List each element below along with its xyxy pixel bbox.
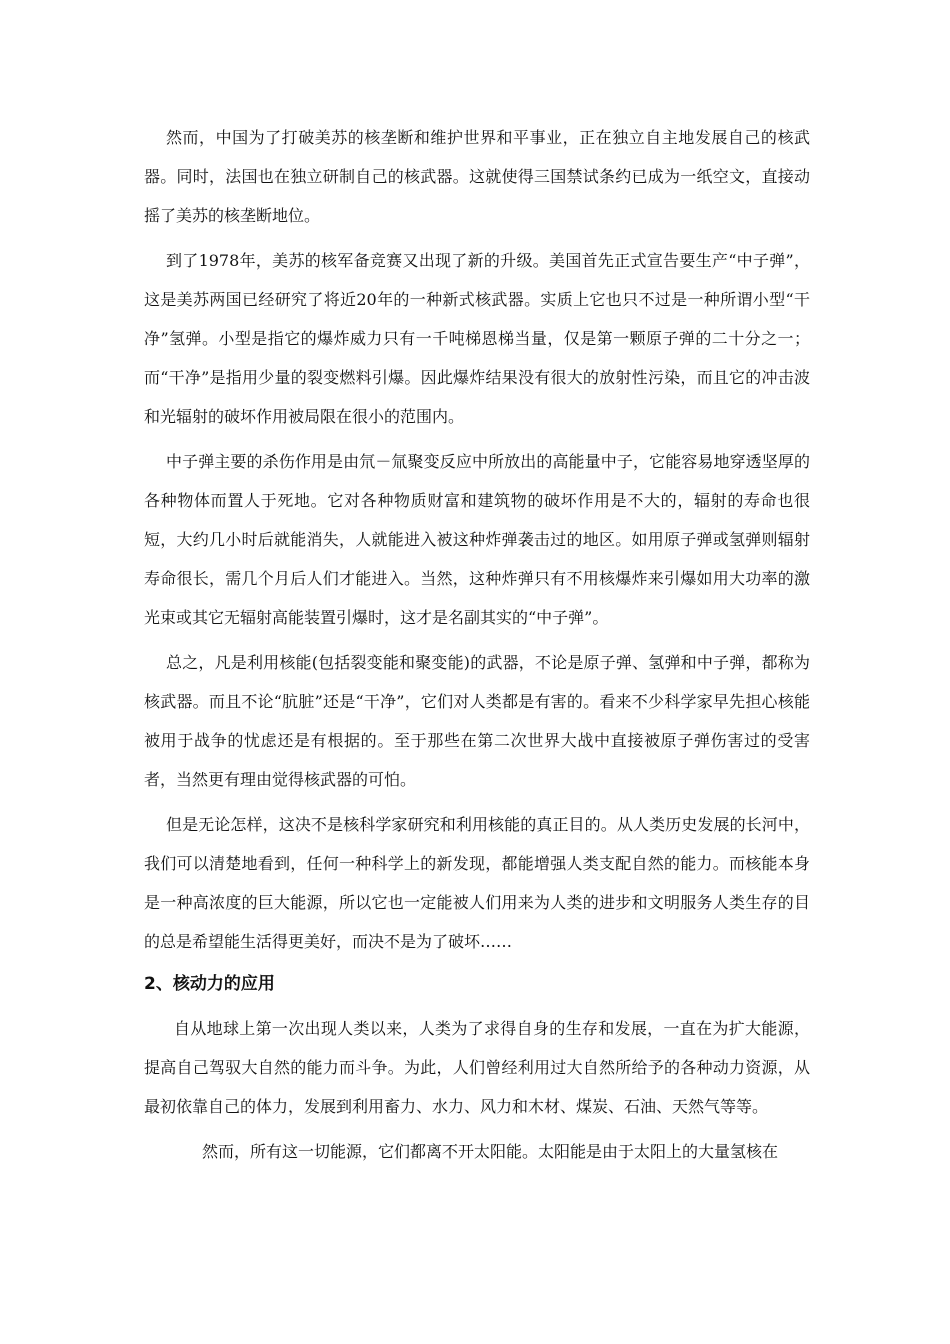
paragraph-neutron-bomb-effects: 中子弹主要的杀伤作用是由氘－氚聚变反应中所放出的高能量中子，它能容易地穿透坚厚的各种物体而置人于死地。它对各种物质财富和建筑物的破坏作用是不大的，辐射的寿命也很短，大约几小时后就能消失，人就能进入被这种炸弹袭击过的地区。如用原子弹或氢弹则辐射寿命很长，需几个月后人们才能进入。当然，这种炸弹只有不用核爆炸来引爆如用大功率的激光束或其它无辐射高能装置引爆时，这才是名副其实的“中子弹”。 [144,452,810,627]
document-page [144,118,810,1177]
paragraph-neutron-bomb-1978: 到了1978年，美苏的核军备竞赛又出现了新的升级。美国首先正式宣告要生产“中子弹”，这是美苏两国已经研究了将近20年的一种新式核武器。实质上它也只不过是一种所谓小型“干净”氢弹。小型是指它的爆炸威力只有一千吨梯恩梯当量，仅是第一颗原子弹的二十分之一；而“干净”是指用少量的裂变燃料引爆。因此爆炸结果没有很大的放射性污染，而且它的冲击波和光辐射的破坏作用被局限在很小的范围内。 [144,251,810,426]
paragraph-energy-history: 自从地球上第一次出现人类以来，人类为了求得自身的生存和发展，一直在为扩大能源，提高自己驾驭大自然的能力而斗争。为此，人们曾经利用过大自然所给予的各种动力资源，从最初依靠自己的体力，发展到利用畜力、水力、风力和木材、煤炭、石油、天然气等等。 [144,1019,810,1116]
paragraph-solar-energy: 然而，所有这一切能源，它们都离不开太阳能。太阳能是由于太阳上的大量氢核在 [202,1142,779,1161]
paragraph-true-purpose: 但是无论怎样，这决不是核科学家研究和利用核能的真正目的。从人类历史发展的长河中，我们可以清楚地看到，任何一种科学上的新发现，都能增强人类支配自然的能力。而核能本身是一种高浓度的巨大能源，所以它也一定能被人们用来为人类的进步和文明服务人类生存的目的总是希望能生活得更美好，而决不是为了破坏…… [144,815,810,951]
section-heading-nuclear-power: 2、核动力的应用 [144,974,275,994]
paragraph-nuclear-weapons-summary: 总之，凡是利用核能(包括裂变能和聚变能)的武器，不论是原子弹、氢弹和中子弹，都称为核武器。而且不论“肮脏”还是“干净”，它们对人类都是有害的。看来不少科学家早先担心核能被用于战争的忧虑还是有根据的。至于那些在第二次世界大战中直接被原子弹伤害过的受害者，当然更有理由觉得核武器的可怕。 [144,653,810,789]
paragraph-china-nuclear: 然而，中国为了打破美苏的核垄断和维护世界和平事业，正在独立自主地发展自己的核武器。同时，法国也在独立研制自己的核武器。这就使得三国禁试条约已成为一纸空文，直接动摇了美苏的核垄断地位。 [144,128,810,225]
